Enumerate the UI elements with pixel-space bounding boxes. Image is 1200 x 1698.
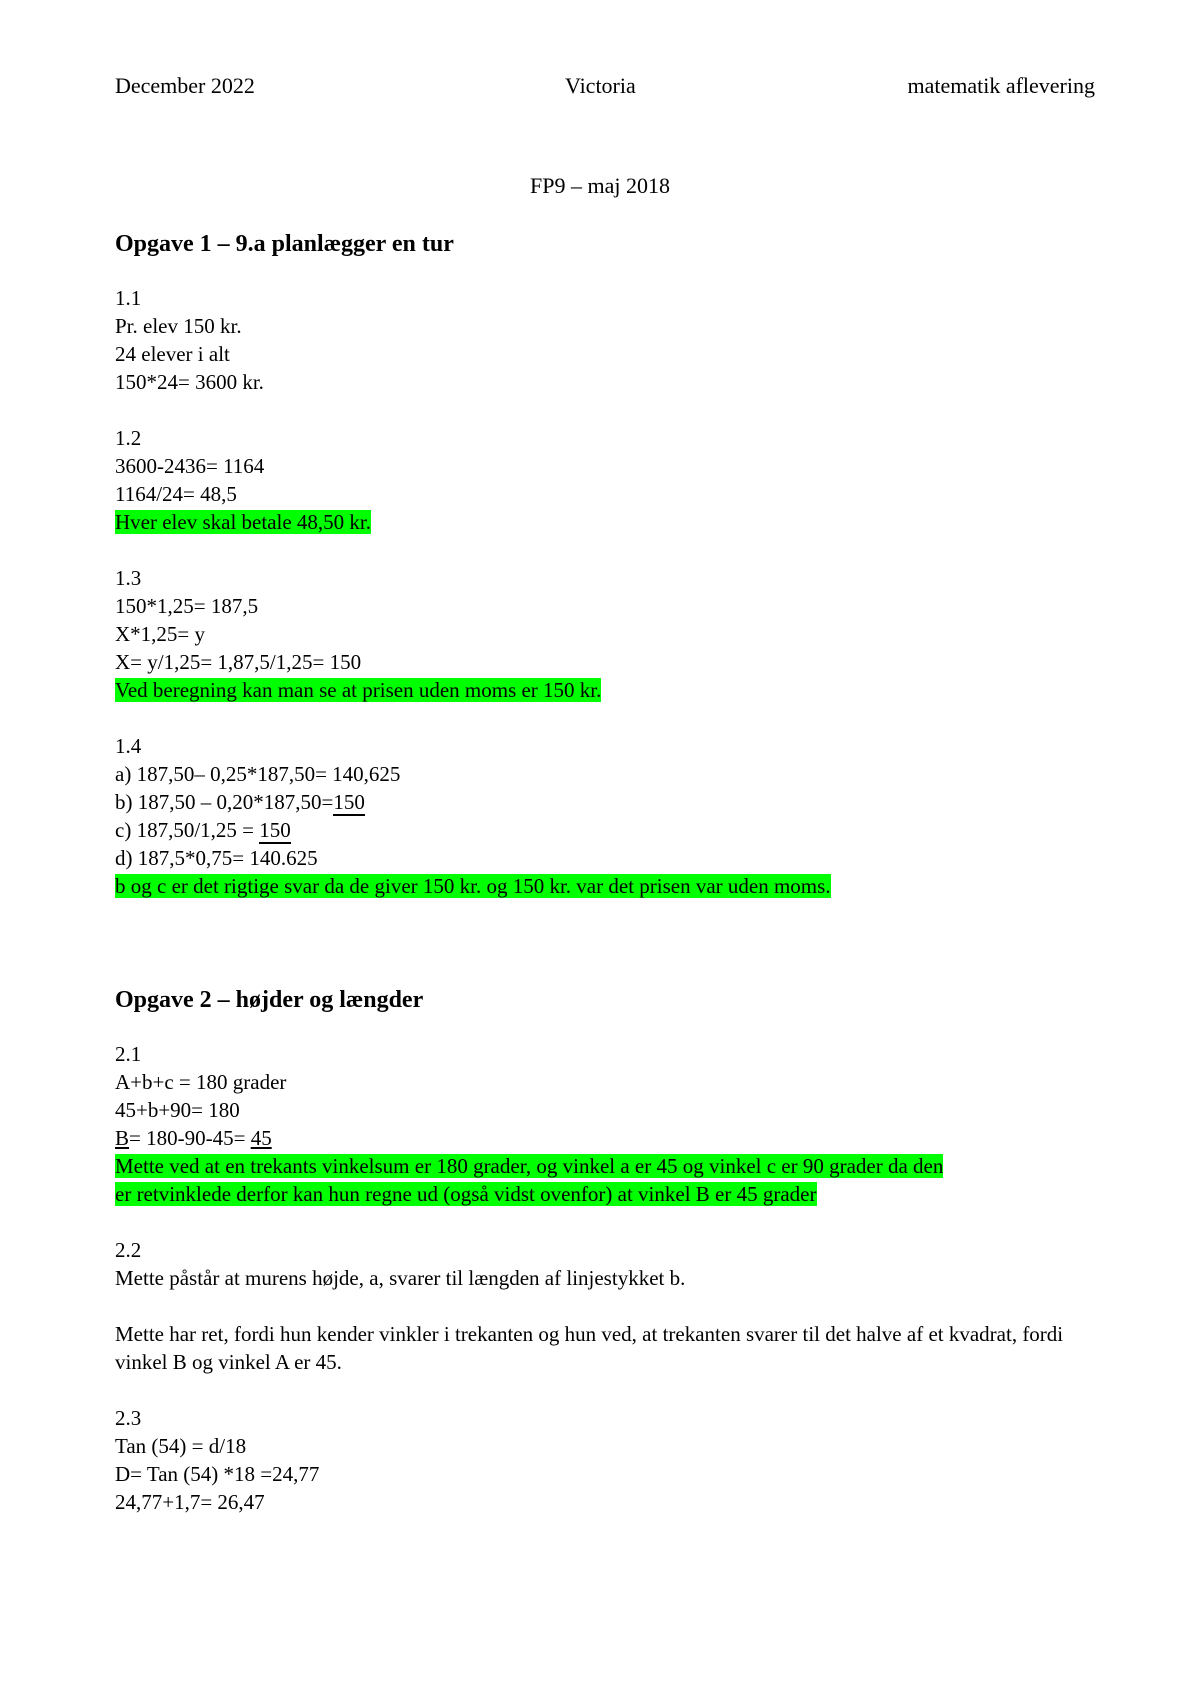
- calc-line: D= Tan (54) *18 =24,77: [115, 1462, 320, 1486]
- highlighted-answer: Hver elev skal betale 48,50 kr.: [115, 510, 371, 534]
- highlighted-answer: Ved beregning kan man se at prisen uden moms er 150 kr.: [115, 678, 602, 702]
- section-label: 2.3: [115, 1406, 142, 1430]
- document-title: FP9 – maj 2018: [530, 173, 670, 198]
- option-c-expr: c) 187,50/1,25 =: [115, 818, 260, 842]
- option-c: [115, 816, 1100, 844]
- angle-b-expr: = 180-90-45=: [129, 1126, 251, 1150]
- header-subject: matematik aflevering: [907, 73, 1095, 98]
- statement-text: Mette påstår at murens højde, a, svarer til længden af linjestykket b.: [115, 1266, 686, 1290]
- option-d: d) 187,5*0,75= 140.625: [115, 846, 318, 870]
- highlighted-answer: b og c er det rigtige svar da de giver 150 kr. og 150 kr. var det prisen var uden moms.: [115, 874, 831, 898]
- page-header: [115, 73, 1095, 103]
- calc-line: 3600-2436= 1164: [115, 454, 265, 478]
- section-label: 1.3: [115, 566, 142, 590]
- option-b: [115, 788, 1100, 816]
- calc-line: 24,77+1,7= 26,47: [115, 1490, 265, 1514]
- opgave-1-heading: Opgave 1 – 9.a planlægger en tur: [115, 231, 454, 257]
- document-body: [115, 228, 1100, 1516]
- section-label: 2.2: [115, 1238, 142, 1262]
- angle-b-result: 45: [250, 1126, 272, 1150]
- option-b-expr: b) 187,50 – 0,20*187,50=: [115, 790, 334, 814]
- calc-line: 150*1,25= 187,5: [115, 594, 259, 618]
- option-a: a) 187,50– 0,25*187,50= 140,625: [115, 762, 401, 786]
- section-label: 1.2: [115, 426, 142, 450]
- section-label: 1.1: [115, 286, 142, 310]
- calc-line: X*1,25= y: [115, 622, 206, 646]
- calc-line: X= y/1,25= 1,87,5/1,25= 150: [115, 650, 362, 674]
- section-label: 2.1: [115, 1042, 142, 1066]
- opgave-2-heading: Opgave 2 – højder og længder: [115, 987, 424, 1013]
- calc-line: 150*24= 3600 kr.: [115, 370, 264, 394]
- highlighted-answer: er retvinklede derfor kan hun regne ud (også vidst ovenfor) at vinkel B er 45 grader: [115, 1182, 817, 1206]
- calc-line: Tan (54) = d/18: [115, 1434, 247, 1458]
- calc-line: 24 elever i alt: [115, 342, 230, 366]
- section-label: 1.4: [115, 734, 142, 758]
- calc-line: Pr. elev 150 kr.: [115, 314, 242, 338]
- explanation-paragraph: Mette har ret, fordi hun kender vinkler i trekanten og hun ved, at trekanten svarer til det halve af et kvadrat, fordi vinkel B og vinkel A er 45.: [115, 1322, 1064, 1374]
- header-date: December 2022: [115, 73, 255, 98]
- calc-line: 1164/24= 48,5: [115, 482, 237, 506]
- option-b-result: 150: [333, 790, 365, 814]
- header-author: Victoria: [565, 73, 636, 98]
- angle-b-variable: B: [115, 1126, 130, 1150]
- calc-line: [115, 1124, 1100, 1152]
- calc-line: A+b+c = 180 grader: [115, 1070, 287, 1094]
- calc-line: 45+b+90= 180: [115, 1098, 240, 1122]
- option-c-result: 150: [259, 818, 291, 842]
- highlighted-answer: Mette ved at en trekants vinkelsum er 180 grader, og vinkel a er 45 og vinkel c er 90 grader da den: [115, 1154, 944, 1178]
